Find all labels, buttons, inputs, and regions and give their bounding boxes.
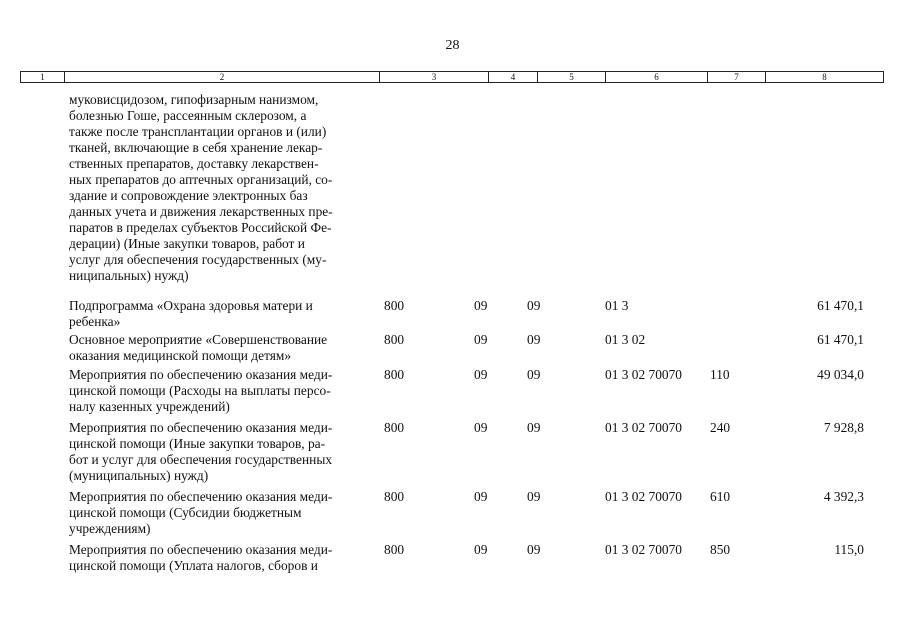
target-item-cell: 01 3 02 70070 xyxy=(605,367,682,382)
continuation-line: ственных препаратов, доставку лекарствен- xyxy=(69,156,319,171)
header-col-1: 1 xyxy=(21,72,65,82)
continuation-line: болезнью Гоше, рассеянным склерозом, а xyxy=(69,108,307,123)
row-description-line: (муниципальных) нужд) xyxy=(69,468,209,483)
row-description-line: цинской помощи (Иные закупки товаров, ра- xyxy=(69,436,326,451)
subsection-code-cell: 09 xyxy=(527,489,541,504)
target-item-cell: 01 3 02 70070 xyxy=(605,542,682,557)
amount-cell: 49 034,0 xyxy=(817,367,864,382)
continuation-line: ных препаратов до аптечных организаций, со- xyxy=(69,172,333,187)
ministry-code-cell: 800 xyxy=(384,298,405,313)
target-item-cell: 01 3 xyxy=(605,298,629,313)
continuation-line: услуг для обеспечения государственных (му- xyxy=(69,252,327,267)
header-col-7: 7 xyxy=(708,72,766,82)
expense-type-cell: 110 xyxy=(710,367,730,382)
row-description xyxy=(69,420,369,484)
row-description xyxy=(69,542,369,574)
header-col-4: 4 xyxy=(489,72,538,82)
subsection-code-cell: 09 xyxy=(527,332,541,347)
row-description-line: цинской помощи (Расходы на выплаты персо- xyxy=(69,383,331,398)
row-description xyxy=(69,367,369,415)
amount-cell: 115,0 xyxy=(834,542,864,557)
row-description-line: налу казенных учреждений) xyxy=(69,399,230,414)
row-description xyxy=(69,298,369,330)
row-description-line: оказания медицинской помощи детям» xyxy=(69,348,292,363)
page-number: 28 xyxy=(445,38,460,53)
section-code-cell: 09 xyxy=(474,420,488,435)
amount-cell: 4 392,3 xyxy=(823,489,864,504)
header-col-3: 3 xyxy=(380,72,489,82)
header-col-2: 2 xyxy=(65,72,380,82)
target-item-cell: 01 3 02 xyxy=(605,332,646,347)
expense-type-cell: 850 xyxy=(710,542,731,557)
subsection-code-cell: 09 xyxy=(527,298,541,313)
expense-type-cell: 240 xyxy=(710,420,731,435)
ministry-code-cell: 800 xyxy=(384,489,405,504)
subsection-code-cell: 09 xyxy=(527,367,541,382)
continuation-text xyxy=(69,92,369,284)
continuation-line: также после трансплантации органов и (или) xyxy=(69,124,327,139)
target-item-cell: 01 3 02 70070 xyxy=(605,420,682,435)
continuation-line: паратов в пределах субъектов Российской Фе- xyxy=(69,220,332,235)
row-description xyxy=(69,489,369,537)
header-col-5: 5 xyxy=(538,72,606,82)
row-description-line: Мероприятия по обеспечению оказания меди- xyxy=(69,542,333,557)
row-description-line: цинской помощи (Уплата налогов, сборов и xyxy=(69,558,318,573)
ministry-code-cell: 800 xyxy=(384,542,405,557)
continuation-line: тканей, включающие в себя хранение лекар- xyxy=(69,140,323,155)
row-description-line: Мероприятия по обеспечению оказания меди- xyxy=(69,489,333,504)
row-description-line: Мероприятия по обеспечению оказания меди- xyxy=(69,420,333,435)
section-code-cell: 09 xyxy=(474,298,488,313)
ministry-code-cell: 800 xyxy=(384,332,405,347)
continuation-line: данных учета и движения лекарственных пре- xyxy=(69,204,333,219)
ministry-code-cell: 800 xyxy=(384,367,405,382)
section-code-cell: 09 xyxy=(474,489,488,504)
section-code-cell: 09 xyxy=(474,332,488,347)
header-col-8: 8 xyxy=(822,72,827,82)
amount-cell: 61 470,1 xyxy=(817,332,864,347)
row-description-line: учреждениям) xyxy=(69,521,151,536)
amount-cell: 61 470,1 xyxy=(817,298,864,313)
amount-cell: 7 928,8 xyxy=(823,420,864,435)
section-code-cell: 09 xyxy=(474,367,488,382)
row-description-line: ребенка» xyxy=(69,314,121,329)
continuation-line: дерации) (Иные закупки товаров, работ и xyxy=(69,236,305,251)
row-description-line: бот и услуг для обеспечения государственных xyxy=(69,452,333,467)
subsection-code-cell: 09 xyxy=(527,420,541,435)
continuation-line: здание и сопровождение электронных баз xyxy=(69,188,308,203)
continuation-line: муковисцидозом, гипофизарным нанизмом, xyxy=(69,92,319,107)
ministry-code-cell: 800 xyxy=(384,420,405,435)
row-description-line: цинской помощи (Субсидии бюджетным xyxy=(69,505,302,520)
expense-type-cell: 610 xyxy=(710,489,731,504)
header-col-6: 6 xyxy=(606,72,708,82)
target-item-cell: 01 3 02 70070 xyxy=(605,489,682,504)
continuation-line: ниципальных) нужд) xyxy=(69,268,189,283)
section-code-cell: 09 xyxy=(474,542,488,557)
row-description xyxy=(69,332,369,364)
row-description-line: Основное мероприятие «Совершенствование xyxy=(69,332,328,347)
row-description-line: Мероприятия по обеспечению оказания меди- xyxy=(69,367,333,382)
subsection-code-cell: 09 xyxy=(527,542,541,557)
row-description-line: Подпрограмма «Охрана здоровья матери и xyxy=(69,298,313,313)
